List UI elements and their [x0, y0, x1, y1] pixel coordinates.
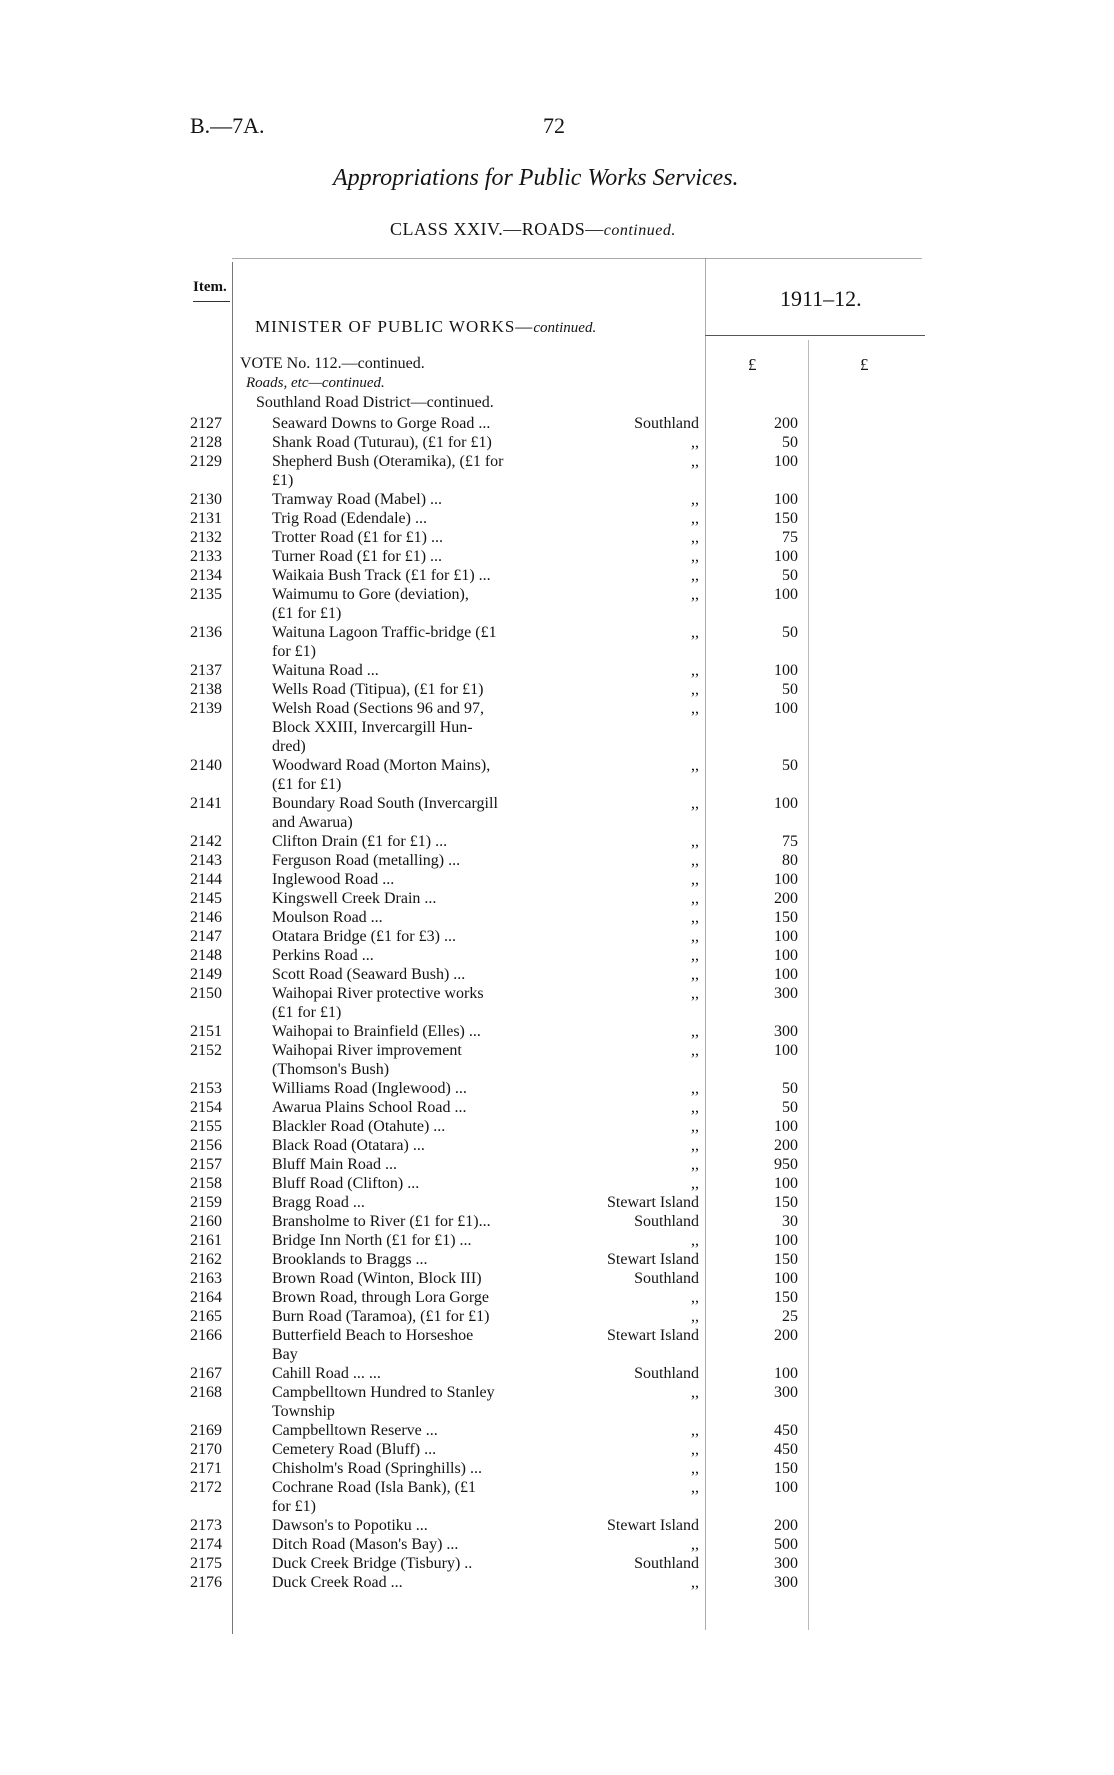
table-row [0, 680, 1114, 699]
item-amount: 100 [774, 1270, 798, 1287]
item-location: ,, [691, 567, 699, 584]
item-name: Cemetery Road (Bluff) ... [272, 1441, 437, 1458]
item-number: 2164 [190, 1289, 222, 1306]
item-number: 2132 [190, 529, 222, 546]
item-location: Southland [634, 1555, 699, 1572]
minister-heading-text: MINISTER OF PUBLIC WORKS— [255, 317, 534, 336]
item-number: 2171 [190, 1460, 222, 1477]
item-location: ,, [691, 1137, 699, 1154]
item-location: ,, [691, 1574, 699, 1591]
item-location: Stewart Island [607, 1517, 699, 1534]
table-row [0, 832, 1114, 851]
table-row [0, 1307, 1114, 1326]
class-heading [390, 219, 676, 240]
item-amount: 100 [774, 795, 798, 812]
table-row [0, 1364, 1114, 1383]
item-name: Bridge Inn North (£1 for £1) ... [272, 1232, 472, 1249]
item-number: 2145 [190, 890, 222, 907]
item-location: ,, [691, 510, 699, 527]
item-amount: 100 [774, 700, 798, 717]
item-location: ,, [691, 909, 699, 926]
item-name: Waimumu to Gore (deviation), (£1 for £1) [272, 586, 469, 622]
item-name: Wells Road (Titipua), (£1 for £1) [272, 681, 484, 698]
item-amount: 150 [774, 909, 798, 926]
item-amount: 200 [774, 415, 798, 432]
class-heading-text: CLASS XXIV.—ROADS— [390, 219, 604, 239]
item-header-rule [193, 301, 230, 302]
item-number: 2133 [190, 548, 222, 565]
item-location: Southland [634, 1270, 699, 1287]
year-column-header: 1911–12. [780, 286, 862, 311]
item-amount: 500 [774, 1536, 798, 1553]
item-name: Woodward Road (Morton Mains), (£1 for £1) [272, 757, 491, 793]
table-row [0, 1383, 1114, 1421]
item-number: 2134 [190, 567, 222, 584]
item-number: 2173 [190, 1517, 222, 1534]
item-name: Trotter Road (£1 for £1) ... [272, 529, 443, 546]
item-amount: 100 [774, 586, 798, 603]
item-location: Southland [634, 415, 699, 432]
item-amount: 100 [774, 1479, 798, 1496]
item-number: 2161 [190, 1232, 222, 1249]
roads-subheading: Roads, etc—continued. [246, 375, 385, 391]
table-row [0, 946, 1114, 965]
item-number: 2153 [190, 1080, 222, 1097]
district-subheading: Southland Road District—continued. [256, 394, 494, 411]
table-row [0, 1231, 1114, 1250]
table-row [0, 1022, 1114, 1041]
item-name: Duck Creek Road ... [272, 1574, 403, 1591]
table-row [0, 1421, 1114, 1440]
table-row [0, 1288, 1114, 1307]
item-amount: 100 [774, 928, 798, 945]
item-amount: 100 [774, 966, 798, 983]
item-number: 2172 [190, 1479, 222, 1496]
item-amount: 80 [782, 852, 798, 869]
table-row [0, 984, 1114, 1022]
item-location: ,, [691, 1023, 699, 1040]
table-row [0, 1174, 1114, 1193]
table-row [0, 1516, 1114, 1535]
table-row [0, 547, 1114, 566]
item-number: 2139 [190, 700, 222, 717]
item-name: Bluff Main Road ... [272, 1156, 398, 1173]
item-number: 2147 [190, 928, 222, 945]
item-location: ,, [691, 852, 699, 869]
item-number: 2128 [190, 434, 222, 451]
item-number: 2127 [190, 415, 222, 432]
table-row [0, 889, 1114, 908]
item-location: ,, [691, 700, 699, 717]
item-location: ,, [691, 890, 699, 907]
item-location: ,, [691, 1289, 699, 1306]
item-name: Brooklands to Braggs ... [272, 1251, 428, 1268]
item-number: 2163 [190, 1270, 222, 1287]
item-name: Cochrane Road (Isla Bank), (£1 for £1) [272, 1479, 476, 1515]
table-row [0, 1136, 1114, 1155]
item-number: 2141 [190, 795, 222, 812]
item-location: ,, [691, 1232, 699, 1249]
item-amount: 150 [774, 1460, 798, 1477]
page-reference: B.—7A. [190, 113, 265, 138]
pound-column-2-header: £ [860, 355, 869, 374]
item-location: ,, [691, 1156, 699, 1173]
page-number: 72 [543, 113, 565, 138]
item-amount: 100 [774, 1118, 798, 1135]
item-number: 2155 [190, 1118, 222, 1135]
table-row [0, 870, 1114, 889]
item-name: Ferguson Road (metalling) ... [272, 852, 461, 869]
item-amount: 150 [774, 510, 798, 527]
item-location: ,, [691, 1042, 699, 1059]
table-row [0, 1117, 1114, 1136]
item-name: Duck Creek Bridge (Tisbury) .. [272, 1555, 473, 1572]
item-location: ,, [691, 833, 699, 850]
item-name: Waihopai River protective works (£1 for £1) [272, 985, 484, 1021]
table-row [0, 756, 1114, 794]
table-row [0, 1573, 1114, 1592]
item-name: Boundary Road South (Invercargill and Awarua) [272, 795, 498, 831]
item-amount: 200 [774, 1517, 798, 1534]
item-name: Blackler Road (Otahute) ... [272, 1118, 446, 1135]
item-amount: 75 [782, 529, 798, 546]
item-amount: 100 [774, 453, 798, 470]
item-number: 2143 [190, 852, 222, 869]
item-amount: 300 [774, 1555, 798, 1572]
item-name: Waihopai River improvement (Thomson's Bush) [272, 1042, 462, 1078]
table-row [0, 1155, 1114, 1174]
item-name: Butterfield Beach to Horseshoe Bay [272, 1327, 474, 1363]
table-row [0, 1459, 1114, 1478]
item-name: Kingswell Creek Drain ... [272, 890, 437, 907]
item-amount: 100 [774, 662, 798, 679]
table-row [0, 566, 1114, 585]
item-number: 2148 [190, 947, 222, 964]
item-location: Stewart Island [607, 1194, 699, 1211]
item-number: 2142 [190, 833, 222, 850]
item-number: 2136 [190, 624, 222, 641]
item-name: Dawson's to Popotiku ... [272, 1517, 428, 1534]
item-number: 2174 [190, 1536, 222, 1553]
item-location: ,, [691, 757, 699, 774]
item-location: ,, [691, 529, 699, 546]
minister-heading-continued: continued. [533, 320, 597, 336]
item-amount: 450 [774, 1422, 798, 1439]
item-amount: 300 [774, 1574, 798, 1591]
table-row [0, 1041, 1114, 1079]
item-name: Campbelltown Reserve ... [272, 1422, 438, 1439]
table-row [0, 1478, 1114, 1516]
table-row [0, 1079, 1114, 1098]
item-name: Shepherd Bush (Oteramika), (£1 for £1) [272, 453, 504, 489]
item-number: 2135 [190, 586, 222, 603]
item-name: Moulson Road ... [272, 909, 383, 926]
item-location: ,, [691, 434, 699, 451]
item-amount: 100 [774, 947, 798, 964]
item-amount: 300 [774, 1384, 798, 1401]
item-location: Southland [634, 1213, 699, 1230]
item-number: 2151 [190, 1023, 222, 1040]
item-location: ,, [691, 947, 699, 964]
item-name: Waihopai to Brainfield (Elles) ... [272, 1023, 481, 1040]
table-top-rule [232, 258, 922, 259]
item-location: ,, [691, 662, 699, 679]
item-number: 2140 [190, 757, 222, 774]
item-name: Perkins Road ... [272, 947, 374, 964]
item-location: ,, [691, 624, 699, 641]
item-name: Waikaia Bush Track (£1 for £1) ... [272, 567, 491, 584]
item-amount: 300 [774, 1023, 798, 1040]
item-number: 2168 [190, 1384, 222, 1401]
appropriations-table [0, 414, 1114, 1592]
item-location: ,, [691, 586, 699, 603]
item-name: Brown Road (Winton, Block III) [272, 1270, 482, 1287]
class-heading-continued: continued. [603, 222, 676, 239]
item-number: 2160 [190, 1213, 222, 1230]
item-location: Stewart Island [607, 1327, 699, 1344]
table-row [0, 528, 1114, 547]
table-row [0, 699, 1114, 756]
item-name: Trig Road (Edendale) ... [272, 510, 427, 527]
item-amount: 50 [782, 567, 798, 584]
item-location: ,, [691, 453, 699, 470]
item-name: Chisholm's Road (Springhills) ... [272, 1460, 483, 1477]
table-row [0, 490, 1114, 509]
item-location: Stewart Island [607, 1251, 699, 1268]
item-amount: 25 [782, 1308, 798, 1325]
item-number: 2170 [190, 1441, 222, 1458]
item-amount: 50 [782, 624, 798, 641]
table-row [0, 1440, 1114, 1459]
item-number: 2129 [190, 453, 222, 470]
item-number: 2159 [190, 1194, 222, 1211]
item-number: 2176 [190, 1574, 222, 1591]
vote-heading: VOTE No. 112.—continued. [240, 355, 425, 372]
item-column-header: Item. [193, 279, 227, 295]
item-name: Scott Road (Seaward Bush) ... [272, 966, 466, 983]
item-location: ,, [691, 1422, 699, 1439]
item-name: Bragg Road ... [272, 1194, 365, 1211]
item-amount: 450 [774, 1441, 798, 1458]
pound-column-1-header: £ [748, 355, 757, 374]
table-row [0, 1250, 1114, 1269]
item-name: Ditch Road (Mason's Bay) ... [272, 1536, 459, 1553]
table-row [0, 452, 1114, 490]
item-amount: 100 [774, 871, 798, 888]
item-name: Shank Road (Tuturau), (£1 for £1) [272, 434, 492, 451]
item-name: Cahill Road ... ... [272, 1365, 381, 1382]
table-row [0, 851, 1114, 870]
item-amount: 200 [774, 890, 798, 907]
table-row [0, 1212, 1114, 1231]
item-location: ,, [691, 1536, 699, 1553]
item-number: 2149 [190, 966, 222, 983]
item-name: Waituna Lagoon Traffic-bridge (£1 for £1) [272, 624, 497, 660]
item-name: Turner Road (£1 for £1) ... [272, 548, 443, 565]
table-row [0, 585, 1114, 623]
item-name: Burn Road (Taramoa), (£1 for £1) [272, 1308, 490, 1325]
item-number: 2150 [190, 985, 222, 1002]
item-amount: 100 [774, 1042, 798, 1059]
item-number: 2154 [190, 1099, 222, 1116]
item-location: ,, [691, 871, 699, 888]
item-location: ,, [691, 548, 699, 565]
item-location: Southland [634, 1365, 699, 1382]
table-row [0, 623, 1114, 661]
item-name: Seaward Downs to Gorge Road ... [272, 415, 491, 432]
item-number: 2152 [190, 1042, 222, 1059]
item-name: Williams Road (Inglewood) ... [272, 1080, 467, 1097]
item-number: 2146 [190, 909, 222, 926]
item-amount: 200 [774, 1137, 798, 1154]
item-number: 2156 [190, 1137, 222, 1154]
item-amount: 950 [774, 1156, 798, 1173]
item-location: ,, [691, 681, 699, 698]
table-row [0, 1098, 1114, 1117]
item-name: Black Road (Otatara) ... [272, 1137, 425, 1154]
table-row [0, 1535, 1114, 1554]
item-name: Awarua Plains School Road ... [272, 1099, 467, 1116]
item-number: 2175 [190, 1555, 222, 1572]
year-header-rule [705, 335, 925, 336]
item-location: ,, [691, 1479, 699, 1496]
item-amount: 75 [782, 833, 798, 850]
item-location: ,, [691, 1384, 699, 1401]
item-amount: 50 [782, 434, 798, 451]
table-row [0, 433, 1114, 452]
item-number: 2165 [190, 1308, 222, 1325]
item-amount: 150 [774, 1289, 798, 1306]
table-row [0, 414, 1114, 433]
item-name: Bluff Road (Clifton) ... [272, 1175, 420, 1192]
item-location: ,, [691, 1175, 699, 1192]
table-row [0, 1269, 1114, 1288]
item-number: 2162 [190, 1251, 222, 1268]
item-amount: 50 [782, 1080, 798, 1097]
page-title: Appropriations for Public Works Services. [333, 165, 739, 191]
table-row [0, 965, 1114, 984]
item-amount: 50 [782, 757, 798, 774]
item-location: ,, [691, 1308, 699, 1325]
item-name: Brown Road, through Lora Gorge [272, 1289, 489, 1306]
table-row [0, 794, 1114, 832]
table-row [0, 1554, 1114, 1573]
item-name: Waituna Road ... [272, 662, 379, 679]
item-name: Tramway Road (Mabel) ... [272, 491, 443, 508]
item-amount: 30 [782, 1213, 798, 1230]
item-amount: 200 [774, 1327, 798, 1344]
item-amount: 300 [774, 985, 798, 1002]
item-location: ,, [691, 928, 699, 945]
item-number: 2169 [190, 1422, 222, 1439]
item-amount: 50 [782, 681, 798, 698]
item-amount: 150 [774, 1194, 798, 1211]
item-name: Campbelltown Hundred to Stanley Township [272, 1384, 495, 1420]
item-name: Inglewood Road ... [272, 871, 395, 888]
item-location: ,, [691, 491, 699, 508]
item-amount: 100 [774, 1365, 798, 1382]
item-location: ,, [691, 985, 699, 1002]
table-row [0, 509, 1114, 528]
table-row [0, 1326, 1114, 1364]
table-row [0, 927, 1114, 946]
item-amount: 150 [774, 1251, 798, 1268]
item-location: ,, [691, 1080, 699, 1097]
item-name: Otatara Bridge (£1 for £3) ... [272, 928, 456, 945]
item-name: Welsh Road (Sections 96 and 97, Block XXIII, Invercargill Hun- dred) [272, 700, 485, 755]
item-location: ,, [691, 1118, 699, 1135]
item-number: 2138 [190, 681, 222, 698]
item-amount: 100 [774, 1175, 798, 1192]
item-name: Clifton Drain (£1 for £1) ... [272, 833, 448, 850]
item-number: 2130 [190, 491, 222, 508]
item-number: 2158 [190, 1175, 222, 1192]
table-row [0, 1193, 1114, 1212]
table-row [0, 908, 1114, 927]
item-location: ,, [691, 966, 699, 983]
table-row [0, 661, 1114, 680]
item-name: Bransholme to River (£1 for £1)... [272, 1213, 491, 1230]
item-number: 2131 [190, 510, 222, 527]
item-number: 2157 [190, 1156, 222, 1173]
item-amount: 100 [774, 1232, 798, 1249]
item-amount: 100 [774, 548, 798, 565]
item-location: ,, [691, 795, 699, 812]
item-amount: 100 [774, 491, 798, 508]
item-number: 2144 [190, 871, 222, 888]
minister-heading [255, 317, 596, 337]
item-amount: 50 [782, 1099, 798, 1116]
item-location: ,, [691, 1460, 699, 1477]
item-number: 2167 [190, 1365, 222, 1382]
item-location: ,, [691, 1441, 699, 1458]
item-number: 2137 [190, 662, 222, 679]
item-location: ,, [691, 1099, 699, 1116]
item-number: 2166 [190, 1327, 222, 1344]
